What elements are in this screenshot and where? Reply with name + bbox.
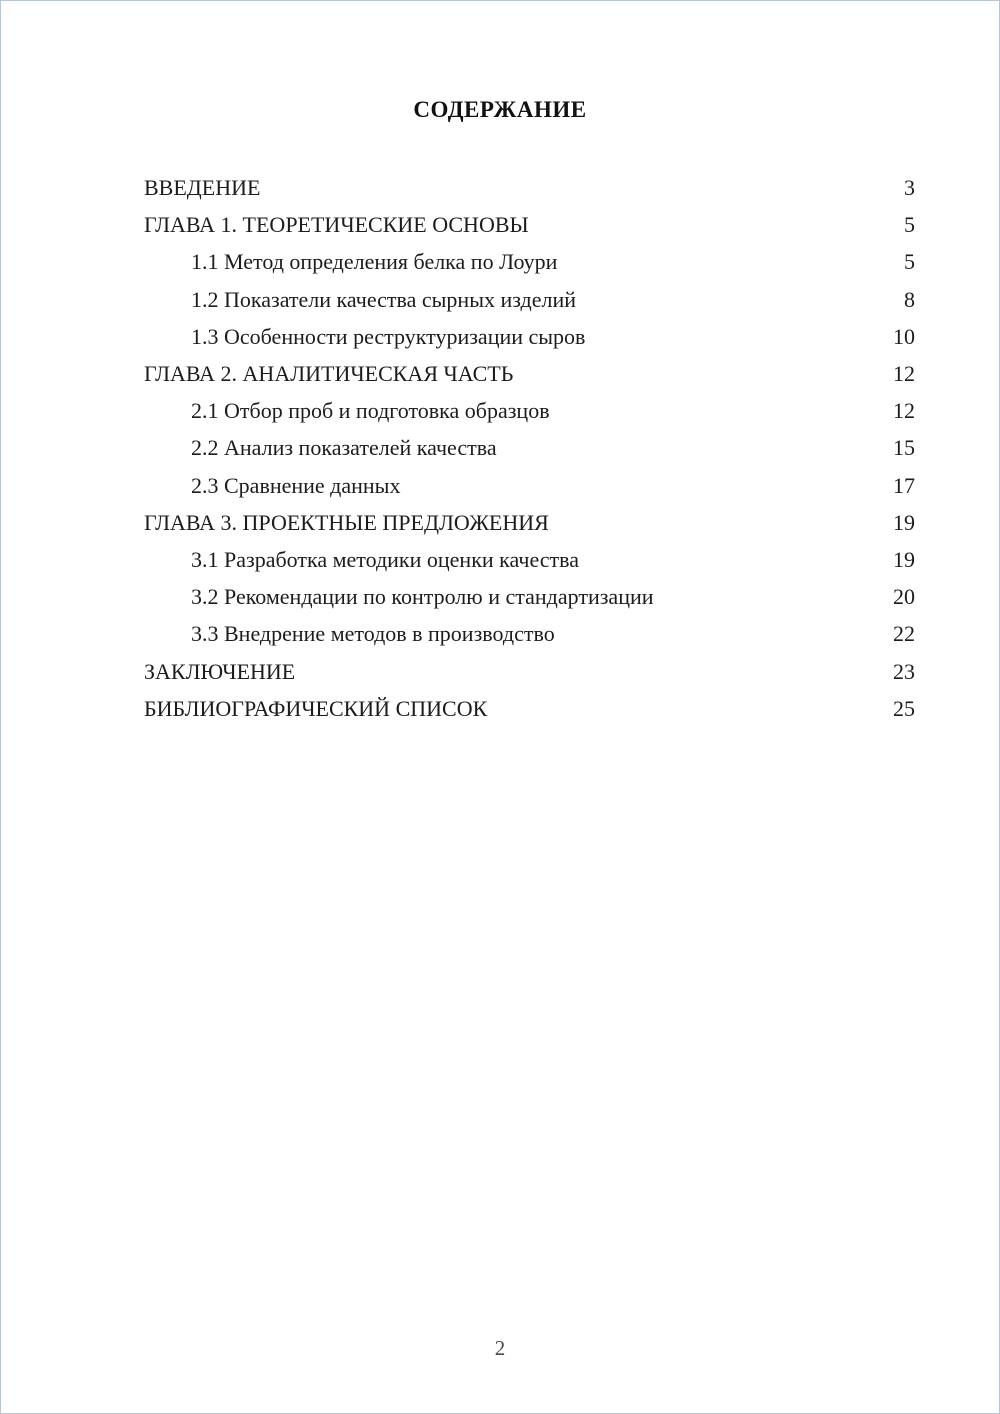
toc-entry-label: 2.1 Отбор проб и подготовка образцов [191, 398, 550, 424]
toc-entry-page-number: 10 [893, 323, 915, 349]
toc-entry [144, 281, 915, 318]
toc-entry-label: ГЛАВА 1. ТЕОРЕТИЧЕСКИЕ ОСНОВЫ [144, 212, 529, 238]
toc-entry [144, 429, 915, 466]
toc-entry-label: 1.1 Метод определения белка по Лоури [191, 249, 558, 275]
toc-entry [144, 318, 915, 355]
toc-entry-label: 3.2 Рекомендации по контролю и стандартизации [191, 584, 654, 610]
toc-entry-page-number: 12 [893, 361, 915, 387]
toc-entry-label: 3.3 Внедрение методов в производство [191, 621, 555, 647]
toc-entry-label: ЗАКЛЮЧЕНИЕ [144, 658, 296, 684]
toc-entry [144, 578, 915, 615]
toc-entry-page-number: 15 [893, 435, 915, 461]
footer-page-number: 2 [494, 1336, 506, 1360]
toc-entry-page-number: 22 [893, 621, 915, 647]
toc-entry-page-number: 19 [893, 509, 915, 535]
toc-entry-page-number: 17 [893, 472, 915, 498]
toc-entry-page-number: 19 [893, 547, 915, 573]
toc-entry-page-number: 20 [893, 584, 915, 610]
toc-list [1, 169, 999, 727]
toc-entry [144, 615, 915, 652]
toc-entry [144, 243, 915, 280]
toc-entry-label: 1.2 Показатели качества сырных изделий [191, 286, 577, 312]
toc-entry-page-number: 12 [893, 398, 915, 424]
toc-entry [144, 467, 915, 504]
toc-entry [144, 392, 915, 429]
toc-entry-label: ГЛАВА 3. ПРОЕКТНЫЕ ПРЕДЛОЖЕНИЯ [144, 509, 549, 535]
toc-entry [144, 504, 915, 541]
toc-entry [144, 355, 915, 392]
toc-entry-page-number: 25 [893, 695, 915, 721]
toc-entry-label: ГЛАВА 2. АНАЛИТИЧЕСКАЯ ЧАСТЬ [144, 361, 514, 387]
toc-entry-label: 2.2 Анализ показателей качества [191, 435, 497, 461]
page-title: СОДЕРЖАНИЕ [413, 97, 587, 122]
toc-entry-page-number: 8 [904, 286, 915, 312]
toc-entry-page-number: 23 [893, 658, 915, 684]
toc-entry-page-number: 5 [904, 249, 915, 275]
toc-entry-page-number: 3 [904, 175, 915, 200]
toc-entry-label: БИБЛИОГРАФИЧЕСКИЙ СПИСОК [144, 695, 488, 721]
toc-entry [144, 690, 915, 727]
toc-entry [144, 206, 915, 243]
toc-entry-page-number: 5 [904, 212, 915, 238]
toc-entry-label: 3.1 Разработка методики оценки качества [191, 547, 580, 573]
toc-entry [144, 541, 915, 578]
toc-entry [144, 169, 915, 206]
toc-entry [144, 653, 915, 690]
toc-entry-label: 1.3 Особенности реструктуризации сыров [191, 323, 586, 349]
toc-entry-label: ВВЕДЕНИЕ [144, 175, 261, 200]
toc-entry-label: 2.3 Сравнение данных [191, 472, 401, 498]
